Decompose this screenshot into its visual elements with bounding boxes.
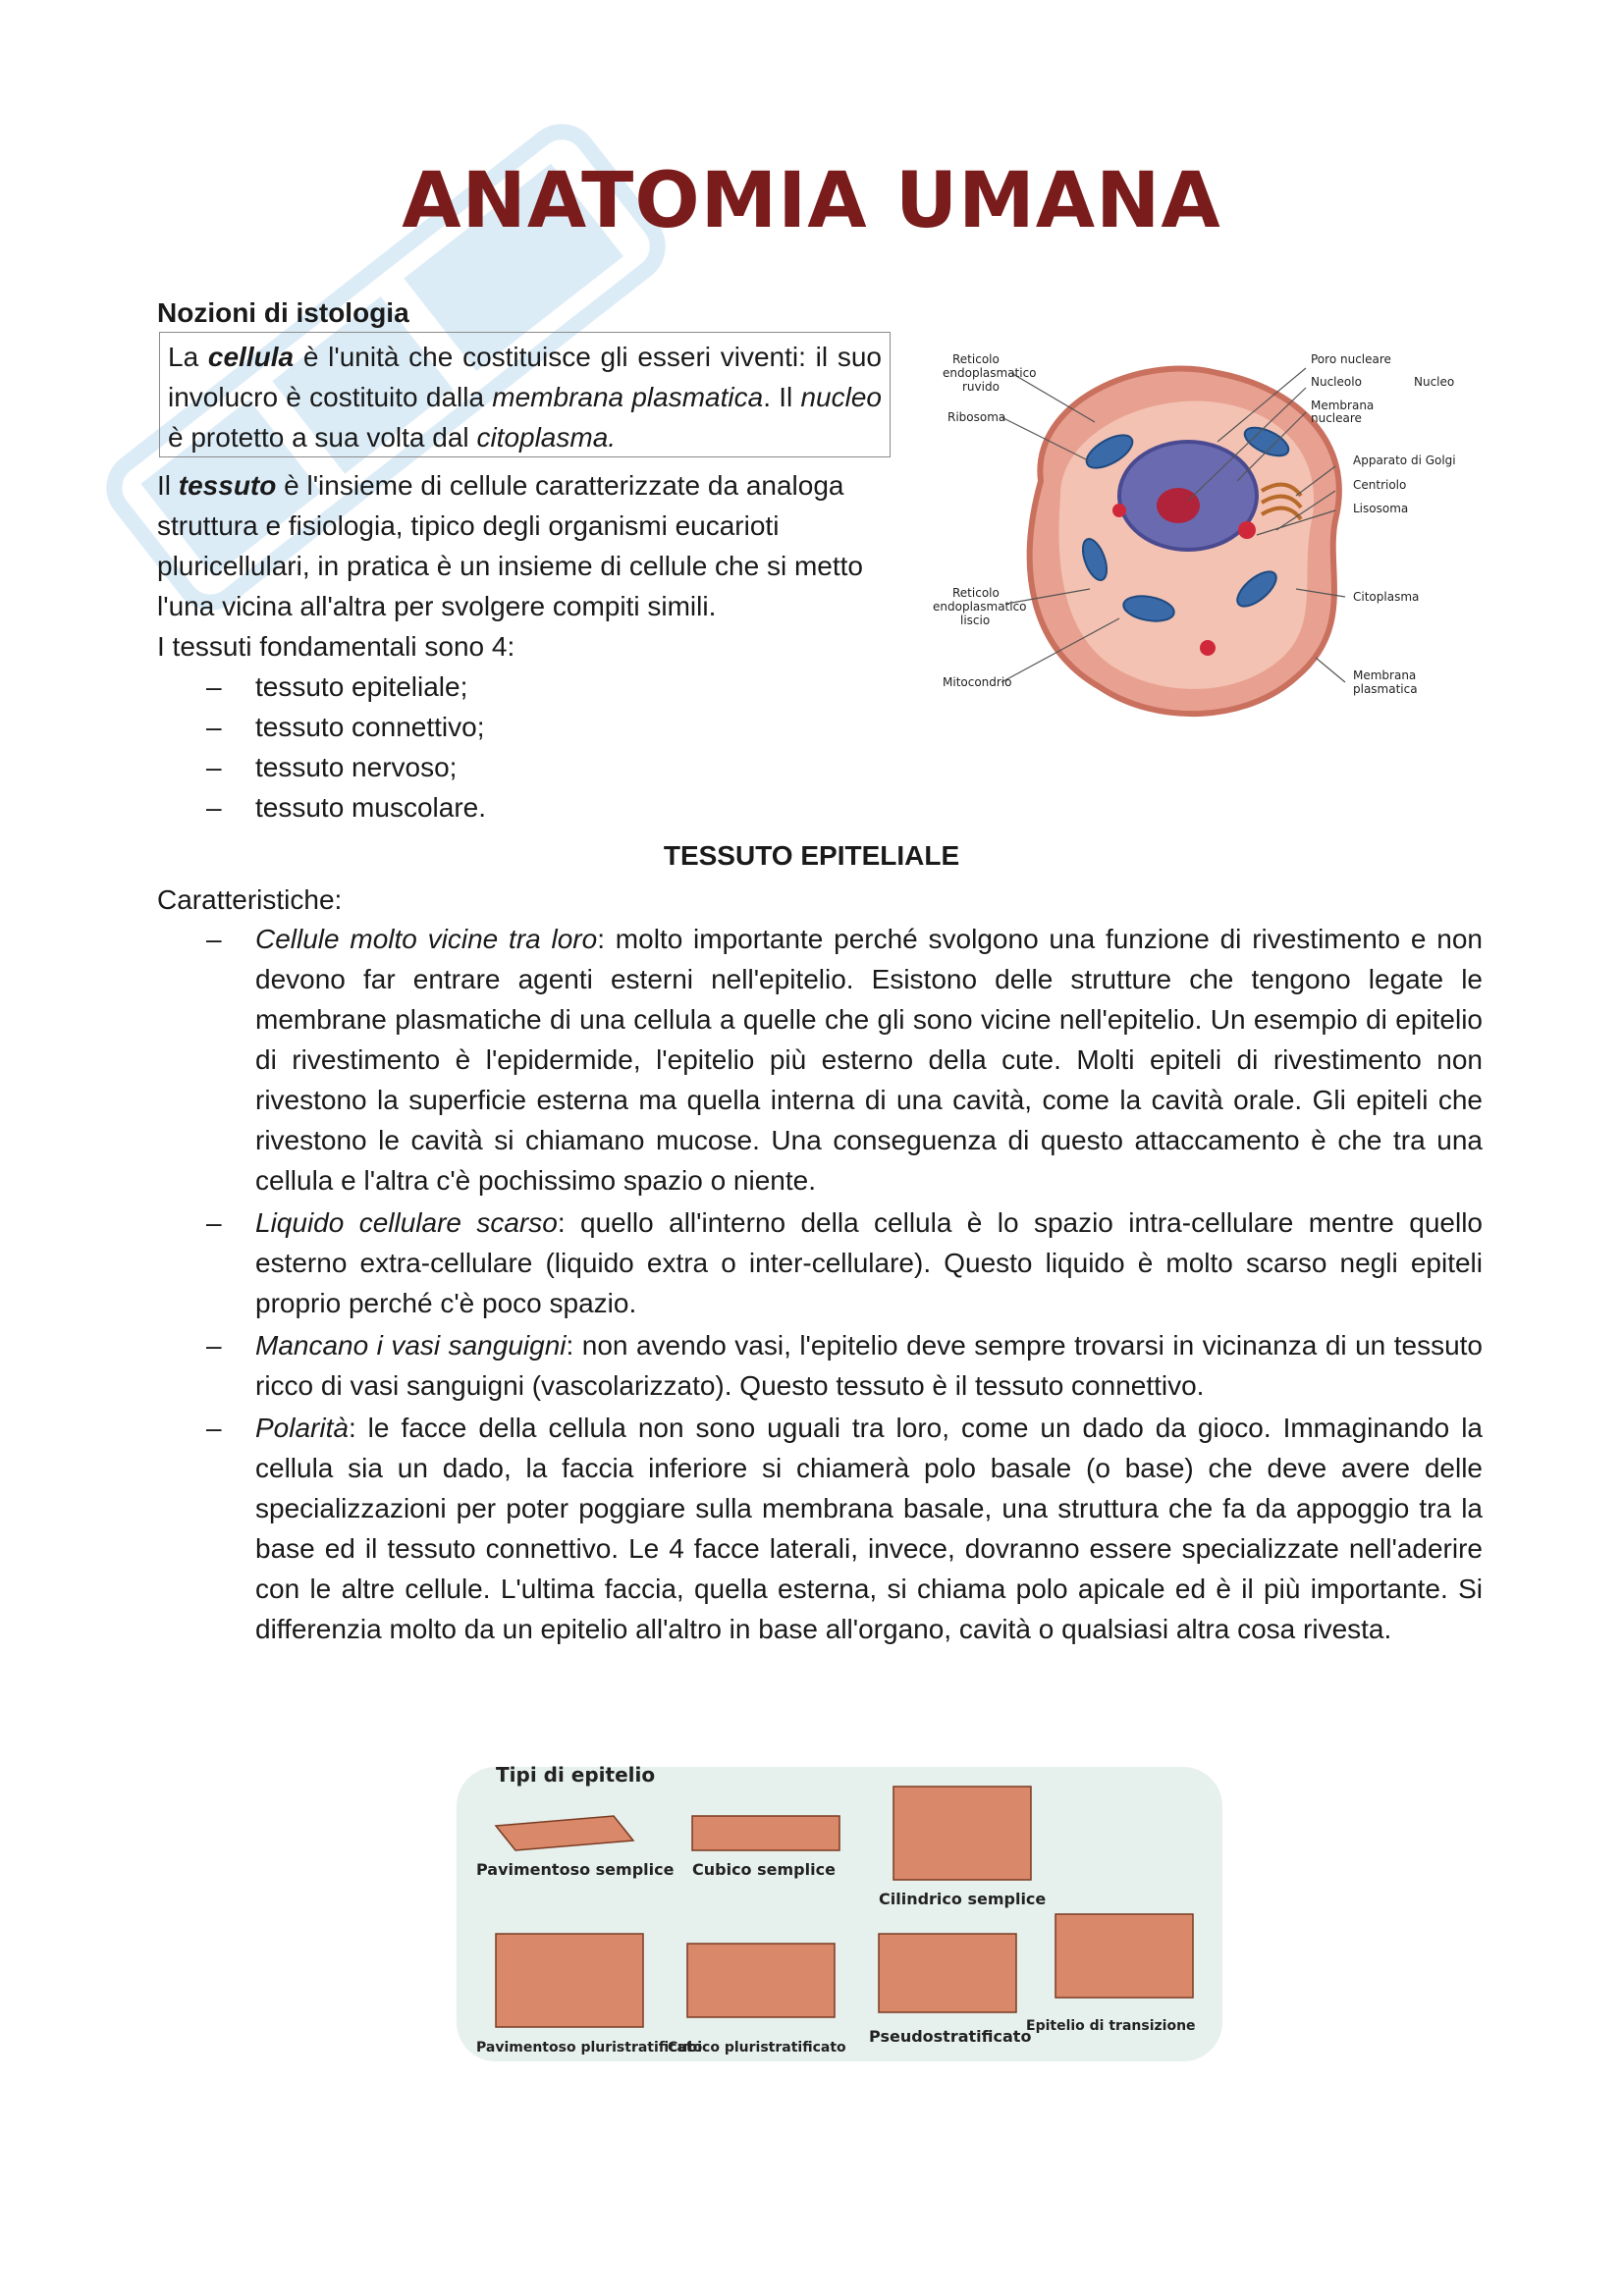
tissue-term: tessuto [178,470,277,501]
characteristic-text: : le facce della cellula non sono uguali tra loro, come un dado da gioco. Immaginando la cellula sia un dado, la faccia inferiore si chiamerà polo basale (o base) che deve avere delle specializzazioni per poter poggiare sulla membrana basale, una struttura che fa da appoggio tra la base ed il tessuto connettivo. Le 4 facce laterali, invece, dovranno essere specializzate nell'aderire con le altre cellule. L'ultima faccia, quella esterna, si chiama polo apicale ed è il più importante. Si differenzia molto da un epitelio all'altro in base all'organo, cavità o qualsiasi altra cosa rivesta. [255,1413,1483,1644]
cell-label: plasmatica [1353,682,1418,696]
epithelium-type-label: Epitelio di transizione [1026,2018,1196,2034]
cell-label: Nucleolo [1311,375,1362,389]
epithelium-type-label: Cilindrico semplice [879,1890,1047,1908]
epithelium-type-label: Pavimentoso semplice [476,1860,675,1879]
cell-diagram [923,334,1473,746]
cell-label: Nucleo [1414,375,1455,389]
characteristic-term: Polarità [255,1413,349,1443]
cell-label: ruvido [962,380,1000,394]
characteristic-text: : non avendo vasi, l'epitelio deve sempre trovarsi in vicinanza di un tessuto ricco di vasi sanguigni (vascolarizzato). Questo tessuto è il tessuto connettivo. [255,1330,1483,1401]
tissue-def-text: è l'insieme di cellule caratterizzate da analoga struttura e fisiologia, tipico degli organismi eucarioti pluricellulari, in pratica è un insieme di cellule che si metto l'una vicina all'altra per svolgere compiti simili. [157,470,864,621]
cell-definition-segment: nucleo [800,382,882,412]
cell-label: endoplasmatico [943,366,1037,380]
characteristics-list [157,919,1483,1649]
cell-label: Membrana [1353,668,1417,682]
epithelium-type-label: Pseudostratificato [869,2027,1032,2046]
figure-title: Tipi di epitelio [496,1763,656,1787]
nucleolus-shape [1157,488,1200,523]
epithelium-type-label: Pavimentoso pluristratificato [476,2040,703,2056]
cell-label: Mitocondrio [943,675,1012,689]
cell-label: nucleare [1311,411,1362,425]
list-item: – tessuto connettivo; [157,707,898,747]
epithelial-section-title: TESSUTO EPITELIALE [663,840,960,871]
cell-definition-segment: La [168,342,208,372]
epithelium-type-label: Cubico semplice [692,1860,836,1879]
cell-label: Ribosoma [947,410,1006,424]
cell-label: Poro nucleare [1311,352,1391,366]
tissue-section [157,465,898,828]
section-heading: Nozioni di istologia [157,297,409,328]
cell-definition-segment: è protetto a sua volta dal [168,422,477,453]
cell-label: Apparato di Golgi [1353,454,1456,467]
list-item: – tessuto muscolare. [157,787,898,828]
cell-definition-segment: è l'unità che costituisce gli esseri viventi: il suo involucro è costituito dalla [168,342,882,412]
characteristic-term: Mancano i vasi sanguigni [255,1330,567,1361]
cell-label: liscio [960,614,991,627]
characteristic-term: Cellule molto vicine tra loro [255,924,598,954]
cell-definition-segment: citoplasma. [476,422,617,453]
cell-label: Reticolo [952,586,1000,600]
cell-label: Citoplasma [1353,590,1420,604]
tissue-def-pre: Il [157,470,179,501]
cell-definition-box [159,332,891,457]
cell-label: endoplasmatico [933,600,1027,614]
tissues-intro: I tessuti fondamentali sono 4: [157,631,515,662]
cell-label: Reticolo [952,352,1000,366]
cell-label: Lisosoma [1353,502,1409,515]
tissues-list [157,667,898,828]
cell-definition-text [168,337,882,457]
list-item [157,1325,1483,1406]
characteristic-text: : molto importante perché svolgono una funzione di rivestimento e non devono far entrare agenti esterni nell'epitelio. Esistono delle strutture che tengono legate le membrane plasmatiche di una cellula a quelle che gli sono vicine nell'epitelio. Un esempio di epitelio di rivestimento è l'epidermide, l'epitelio più esterno della cute. Molti epiteli di rivestimento non rivestono la superficie esterna ma quella interna di una cavità, come la cavità orale. Gli epiteli che rivestono le cavità si chiamano mucose. Una conseguenza di questo attaccamento è che tra una cellula e l'altra c'è pochissimo spazio o niente. [255,924,1484,1196]
cell-label: Centriolo [1353,478,1407,492]
characteristic-text: : quello all'interno della cellula è lo spazio intra-cellulare mentre quello esterno extra-cellulare (liquido extra o inter-cellulare). Questo liquido è molto scarso negli epiteli proprio perché c'è poco spazio. [255,1207,1483,1318]
list-item: – tessuto epiteliale; [157,667,898,707]
cell-label: Membrana [1311,399,1375,412]
cell-definition-segment: membrana plasmatica [492,382,764,412]
cell-definition-segment: . Il [763,382,801,412]
page-title: ANATOMIA UMANA [402,157,1221,245]
characteristic-term: Liquido cellulare scarso [255,1207,558,1238]
epithelium-type-label: Cubico pluristratificato [668,2040,846,2056]
cell-definition-segment: cellula [207,342,295,372]
list-item [157,1408,1483,1649]
list-item [157,1202,1483,1323]
characteristics-label: Caratteristiche: [157,884,343,915]
list-item: – tessuto nervoso; [157,747,898,787]
epithelium-types-figure [457,1747,1222,2081]
tissue-definition [157,465,898,626]
list-item [157,919,1483,1201]
